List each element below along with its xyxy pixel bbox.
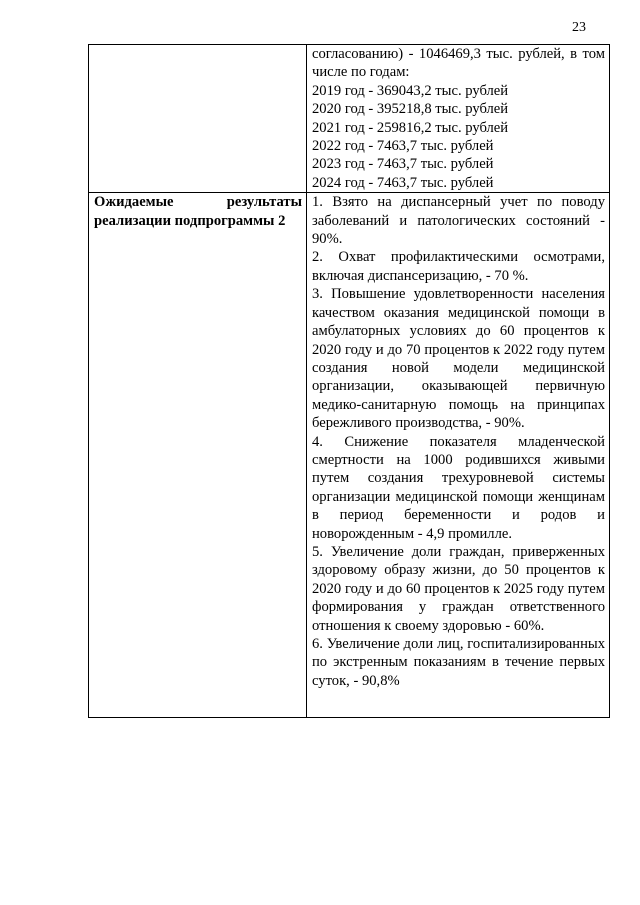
result-item: 5. Увеличение доли граждан, приверженных здоровому образу жизни, до 50 процентов к 2020 году и до 60 процентов к 2025 году путем формирования у граждан ответственного отношения к своему здоровью - 60%. bbox=[312, 543, 605, 634]
funding-year-line: 2022 год - 7463,7 тыс. рублей bbox=[312, 138, 494, 155]
funding-value-cell bbox=[307, 45, 610, 193]
result-item: 3. Повышение удовлетворенности населения качеством оказания медицинской помощи в амбулаторных условиях до 60 процентов к 2020 году и до 70 процентов к 2022 году путем создания новой модели медицинской организации, оказывающей первичную медико-санитарную помощь на принципах бережливого производства, - 90%. bbox=[312, 286, 605, 432]
funding-label-cell bbox=[89, 45, 307, 193]
program-table bbox=[88, 44, 610, 718]
funding-year-line: 2021 год - 259816,2 тыс. рублей bbox=[312, 119, 509, 136]
results-list-cell bbox=[307, 193, 610, 718]
results-heading-cell bbox=[89, 193, 307, 718]
funding-year-line: 2023 год - 7463,7 тыс. рублей bbox=[312, 156, 494, 173]
result-item: 1. Взято на диспансерный учет по поводу заболеваний и патологических состояний - 90%. bbox=[312, 194, 605, 248]
page-number: 23 bbox=[572, 20, 586, 35]
funding-row bbox=[89, 45, 610, 193]
result-item: 4. Снижение показателя младенческой смертности на 1000 родившихся живыми путем создания трехуровневой системы организации медицинской помощи женщинам в период беременности и родов и новорожденным - 4,9 промилле. bbox=[312, 433, 605, 542]
results-row bbox=[89, 193, 610, 718]
funding-continuation: согласованию) - 1046469,3 тыс. рублей, в том числе по годам: bbox=[312, 46, 605, 81]
results-heading: Ожидаемые результаты реализации подпрограммы 2 bbox=[94, 194, 302, 229]
result-item: 6. Увеличение доли лиц, госпитализированных по экстренным показаниям в течение первых суток, - 90,8% bbox=[312, 636, 605, 689]
funding-year-line: 2019 год - 369043,2 тыс. рублей bbox=[312, 82, 509, 99]
result-item: 2. Охват профилактическими осмотрами, включая диспансеризацию, - 70 %. bbox=[312, 249, 605, 284]
funding-year-line: 2020 год - 395218,8 тыс. рублей bbox=[312, 101, 509, 118]
funding-year-line: 2024 год - 7463,7 тыс. рублей bbox=[312, 174, 494, 191]
